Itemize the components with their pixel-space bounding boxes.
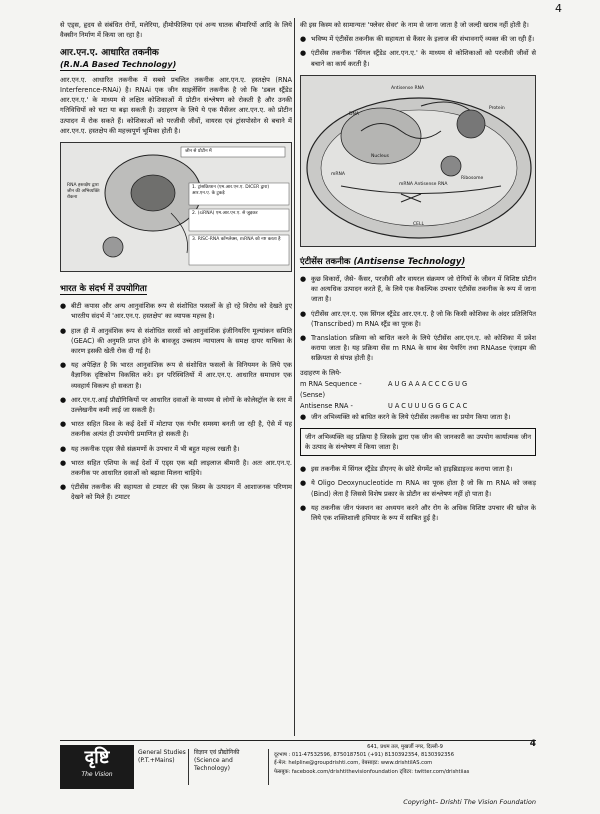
right-top-paragraph: की इस किस्म को सामान्यतः 'फ्लेवर सेवर' के नाम से जाना जाता है जो जल्दी खराब नहीं होती है। (300, 21, 529, 29)
footer-subject (194, 749, 269, 785)
list-item: ● एंटीसेंस तकनीक की सहायता से टमाटर की एक किस्म के उत्पादन में आशाजनक परिणाम देखने को मिले हैं। टमाटर (60, 482, 292, 502)
list-item: ● यह अपेक्षित है कि भारत आनुवांशिक रूप से संशोधित फसलों के विनियमन के लिये एक वैज्ञानिक दृष्टिकोण विकसित करे। इन परिस्थितियों में आर.एन.ए. आधारित समाधान एक व्यवहार्य विकल्प हो सकता है। (60, 360, 292, 391)
page-number-top: 4 (555, 2, 562, 15)
list-item: ● Translation प्रक्रिया को बाधित करने के लिये एंटीसेंस आर.एन.ए. को कोशिका में प्रवेश कराया जाता है। यह प्रक्रिया सेंस m RNA के साथ बेस पेयरिंग तथा RNAase एंजाइम की सक्रियता से संपन्न होती है। (300, 333, 536, 364)
gene-expression-box: जीन अभिव्यक्ति वह प्रक्रिया है जिसके द्वारा एक जीन की जानकारी का उपयोग कार्यात्मक जीन के उत्पाद के संश्लेषण में किया जाता है। (300, 428, 536, 456)
drishti-logo (60, 745, 134, 789)
logo-text: दृष्टि (84, 747, 110, 768)
list-item: ● कुछ विकारों, जैसे- कैंसर, परजीवी और वायरल संक्रमण जो रोगियों के जीवन में विशिष्ट प्रोटीन का अत्यधिक उत्पादन करते हैं, के लिये एक वैकल्पिक उपचार एंटीसेंस तकनीक के रूप में जाना जाता है। (300, 274, 536, 305)
diagram-step-1: 1. ट्रांसक्रिप्शन (एम.आर.एन.ए. DICER द्वारा) आर.एन.ए. के टुकड़े (192, 185, 270, 197)
list-item: ● भविष्य में एंटीसेंस तकनीक की सहायता से कैंसर के इलाज की संभावनाएँ व्यक्त की जा रही हैं। (300, 34, 536, 44)
antisense-row (300, 401, 536, 412)
sense-row (300, 379, 536, 390)
list-item: ● जीन अभिव्यक्ति को बाधित करने के लिये एंटीसेंस तकनीक का प्रयोग किया जाता है। (300, 412, 536, 422)
sense-label: m RNA Sequence - (300, 379, 362, 388)
footer-course (138, 749, 189, 785)
cell-label-mrna: mRNA (331, 171, 345, 177)
antisense-heading (300, 257, 465, 268)
list-item: ● आर.एन.ए.आई प्रौद्योगिकियों पर आधारित दवाओं के माध्यम से लोगों के कोलेस्ट्रॉल के स्तर में उल्लेखनीय कमी लाई जा सकती है। (60, 395, 292, 415)
left-column (60, 20, 292, 507)
list-item: ● हाल ही में आनुवंशिक रूप से संशोधित सरसों को आनुवांशिक इंजीनियरिंग मूल्यांकन समिति (GEAC) की अनुमति प्राप्त होने के बावजूद उच्चतम न्यायालय के समक्ष दायर याचिका के कारण इसकी खेती रोक दी गई है। (60, 326, 292, 357)
sequence-example (300, 368, 536, 412)
antisense-cell-diagram (300, 75, 536, 247)
antisense-bullets (300, 274, 536, 364)
after-sequence-bullet (300, 412, 536, 422)
right-top-bullets (300, 34, 536, 69)
list-item: ● भारत सहित एशिया के कई देशों में एड्स एक बड़ी लाइलाज बीमारी है। अतः आर.एन.ए. तकनीक पर आधारित दवाओं को बढ़ावा मिलना चाहिये। (60, 458, 292, 478)
list-item: ● एंटीसेंस आर.एन.ए. एक सिंगल स्ट्रैंडेड आर.एन.ए. है जो कि किसी कोशिका के अंदर प्रतिलिपित (Transcribed) m RNA स्ट्रैंड का पूरक है। (300, 309, 536, 329)
right-column (300, 20, 536, 527)
cell-label-dna: DNA (349, 111, 359, 117)
rna-heading: आर.एन.ए. आधारित तकनीक (60, 48, 159, 59)
page-number-bottom: 4 (529, 739, 536, 749)
gs-line-2: (P.T.+Mains) (138, 757, 175, 764)
antisense-heading-hi: एंटीसेंस तकनीक (300, 256, 351, 267)
footer-contact (274, 743, 536, 776)
gs-line-1: General Studies (138, 749, 186, 756)
rnai-diagram-graphic (61, 143, 292, 271)
logo-subtitle: The Vision (81, 771, 113, 778)
diagram-step-2: 2. (siRNA) एम.आर.एन.ए. से जुड़कर (192, 211, 258, 217)
cell-diagram-graphic (301, 76, 536, 246)
india-bullet-list (60, 301, 292, 502)
antisense-heading-en: (Antisense Technology) (353, 256, 466, 267)
footer-address: 641, प्रथम तल, मुखर्जी नगर, दिल्ली-9 (367, 744, 443, 750)
diagram-step-3: 3. RISC-RNA कॉम्प्लेक्स, mRNA को नष्ट करता है (192, 237, 281, 243)
rnai-diagram (60, 142, 292, 272)
sense-sequence: AUGAAACCCGUG (388, 379, 470, 388)
list-item: ● ये Oligo Deoxynucleotide m RNA का पूरक होता है जो कि m RNA को जकड़ (Bind) लेता है जिससे विशेष प्रकार के प्रोटीन का संश्लेषण नहीं हो पाता है। (300, 478, 536, 498)
india-heading: भारत के संदर्भ में उपयोगिता (60, 284, 147, 295)
list-item: ● भारत सहित विश्व के कई देशों में मोटापा एक गंभीर समस्या बनती जा रही है, ऐसे में यह तकनीक अत्यंत ही उपयोगी प्रमाणित हो सकती है। (60, 419, 292, 439)
cell-label-cell: CELL (413, 221, 424, 227)
antisense-label: Antisense RNA - (300, 401, 353, 410)
antisense-sequence: UACUUUGGGCAC (388, 401, 470, 410)
diagram-label-top: जीन से प्रोटीन में (185, 149, 212, 155)
footer (60, 740, 536, 795)
rna-paragraph: आर.एन.ए. आधारित तकनीक में सबसे प्रचलित तकनीक आर.एन.ए. हस्तक्षेप (RNA Interference-RNAi) है। RNAi एक जीन साइलेंसिंग तकनीक है जो कि 'डबल स्ट्रैंडेड आर.एन.ए.' के माध्यम से लक्षित कोशिकाओं में प्रोटीन संश्लेषण को रोकती है और उनकी गतिविधियों को घटा या बढ़ा सकती है। उदाहरण के लिये ये एक मैसेंजर आर.एन.ए. को प्रोटीन उत्पादन में रोक सकते हैं। कोशिकाओं को परजीवी जीवों, वायरस एवं ट्रांसपोसोन से बचाने में आर.एन.ए. हस्तक्षेप की महत्त्वपूर्ण भूमिका होती है। (60, 75, 292, 135)
list-item: ● बीटी कपास और अन्य आनुवांशिक रूप से संशोधित फसलों के हो रहे विरोध को देखते हुए भारतीय संदर्भ में 'आर.एन.ए. हस्तक्षेप' का व्यापक महत्त्व है। (60, 301, 292, 321)
list-item: ● एंटीसेंस तकनीक 'सिंगल स्ट्रैंडेड आर.एन.ए.' के माध्यम से कोशिकाओं को परजीवी जीवों से बचाने का कार्य करती है। (300, 48, 536, 68)
footer-phone: दूरभाष : 011-47532596, 8750187501 (+91) 8130392354, 8130392356 (274, 752, 454, 759)
cell-label-protein: Protein (489, 105, 505, 111)
sci-line-2: (Science and Technology) (194, 757, 233, 772)
list-item: ● इस तकनीक में सिंगल स्ट्रैंडेड डीएनए के छोटे सेगमेंट को हाइब्रिडाइज्ड कराया जाता है। (300, 464, 536, 474)
cell-label-nucleus: Nucleus (371, 153, 389, 159)
footer-social: फेसबुक: facebook.com/drishtithevisionfoundation ट्विटर: twitter.com/drishtiias (274, 768, 470, 775)
list-item: ● यह तकनीक जीन फंक्शन का अध्ययन करने और रोग के अधिक विशिष्ट उपचार की खोज के लिये एक शक्तिशाली हथियार के रूप में साबित हुई है। (300, 503, 536, 523)
intro-paragraph: से एड्स, हृदय से संबंधित रोगों, मलेरिया, हीमोफीलिया एवं अन्य घातक बीमारियों आदि के लिये वैक्सीन निर्माण में किया जा रहा है। (60, 21, 292, 40)
footer-email: ई-मेल: helpline@groupdrishti.com, वेबसाइट: www.drishtiIAS.com (274, 760, 433, 767)
diagram-label-side: RNA हस्तक्षेप द्वारा जीन की अभिव्यक्ति रोकना (67, 183, 100, 201)
cell-label-antisense-rna: Antisense RNA (391, 85, 425, 91)
column-divider (294, 18, 295, 736)
list-item: ● यह तकनीक एड्स जैसे संक्रमणों के उपचार में भी बहुत महत्त्व रखती है। (60, 444, 292, 454)
sci-line-1: विज्ञान एवं प्रौद्योगिकी (194, 749, 240, 756)
cell-label-ribosome: Ribosome (461, 175, 484, 181)
right-bottom-bullets (300, 464, 536, 523)
cell-label-mrna-antisense: mRNA Antisense RNA (399, 181, 448, 187)
sense-tag: (Sense) (300, 390, 326, 399)
example-label: उदाहरण के लिये- (300, 368, 342, 377)
rna-heading-en: (R.N.A Based Technology) (60, 60, 176, 71)
copyright: Copyright– Drishti The Vision Foundation (403, 798, 536, 806)
